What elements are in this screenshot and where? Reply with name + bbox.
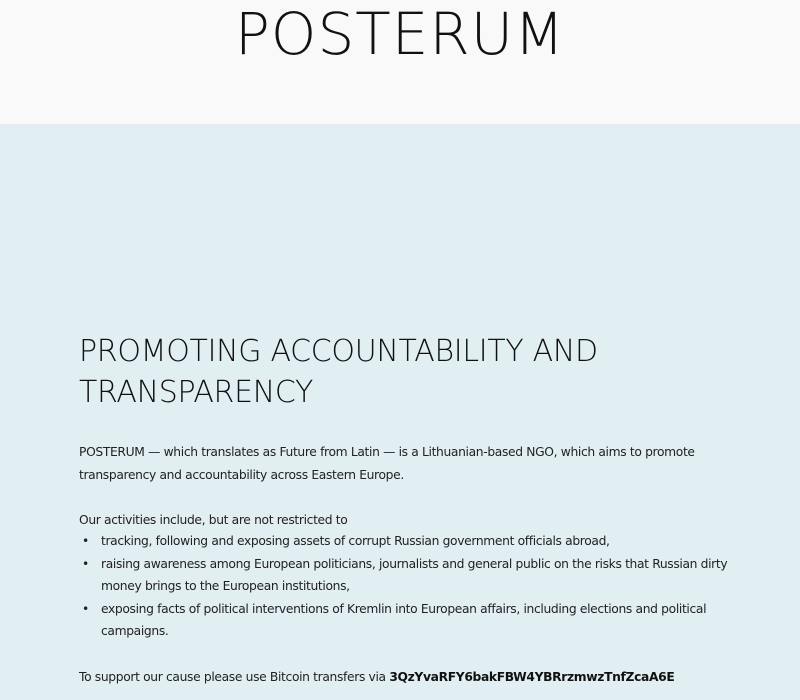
list-item-text: tracking, following and exposing assets of corrupt Russian government officials abroad,	[101, 534, 610, 548]
intro-paragraph: POSTERUM — which translates as Future from Latin — is a Lithuanian-based NGO, which aims to promote transparency and accountability across Eastern Europe.	[79, 445, 695, 482]
list-item	[79, 553, 739, 598]
activities-label: Our activities include, but are not restricted to	[79, 513, 348, 527]
support-paragraph	[79, 666, 674, 689]
site-logo[interactable]: POSTERUM	[234, 0, 566, 68]
main-section	[0, 124, 800, 700]
bitcoin-address: 3QzYvaRFY6bakFBW4YBRrzmwzTnfZcaA6E	[389, 670, 675, 684]
list-item	[79, 598, 739, 643]
support-text: To support our cause please use Bitcoin transfers via	[79, 670, 390, 684]
list-item-text: exposing facts of political interventions of Kremlin into European affairs, including elections and political campaigns.	[101, 601, 707, 638]
list-item-text: raising awareness among European politicians, journalists and general public on the risks that Russian dirty money brings to the European institutions,	[101, 556, 728, 593]
bullet-icon: •	[82, 556, 89, 571]
list-item	[79, 530, 739, 553]
page-headline: PROMOTING ACCOUNTABILITY AND TRANSPARENCY	[79, 334, 598, 410]
activities-list	[79, 530, 739, 643]
bullet-icon: •	[82, 601, 89, 616]
bullet-icon: •	[82, 534, 89, 548]
site-header	[0, 0, 800, 124]
